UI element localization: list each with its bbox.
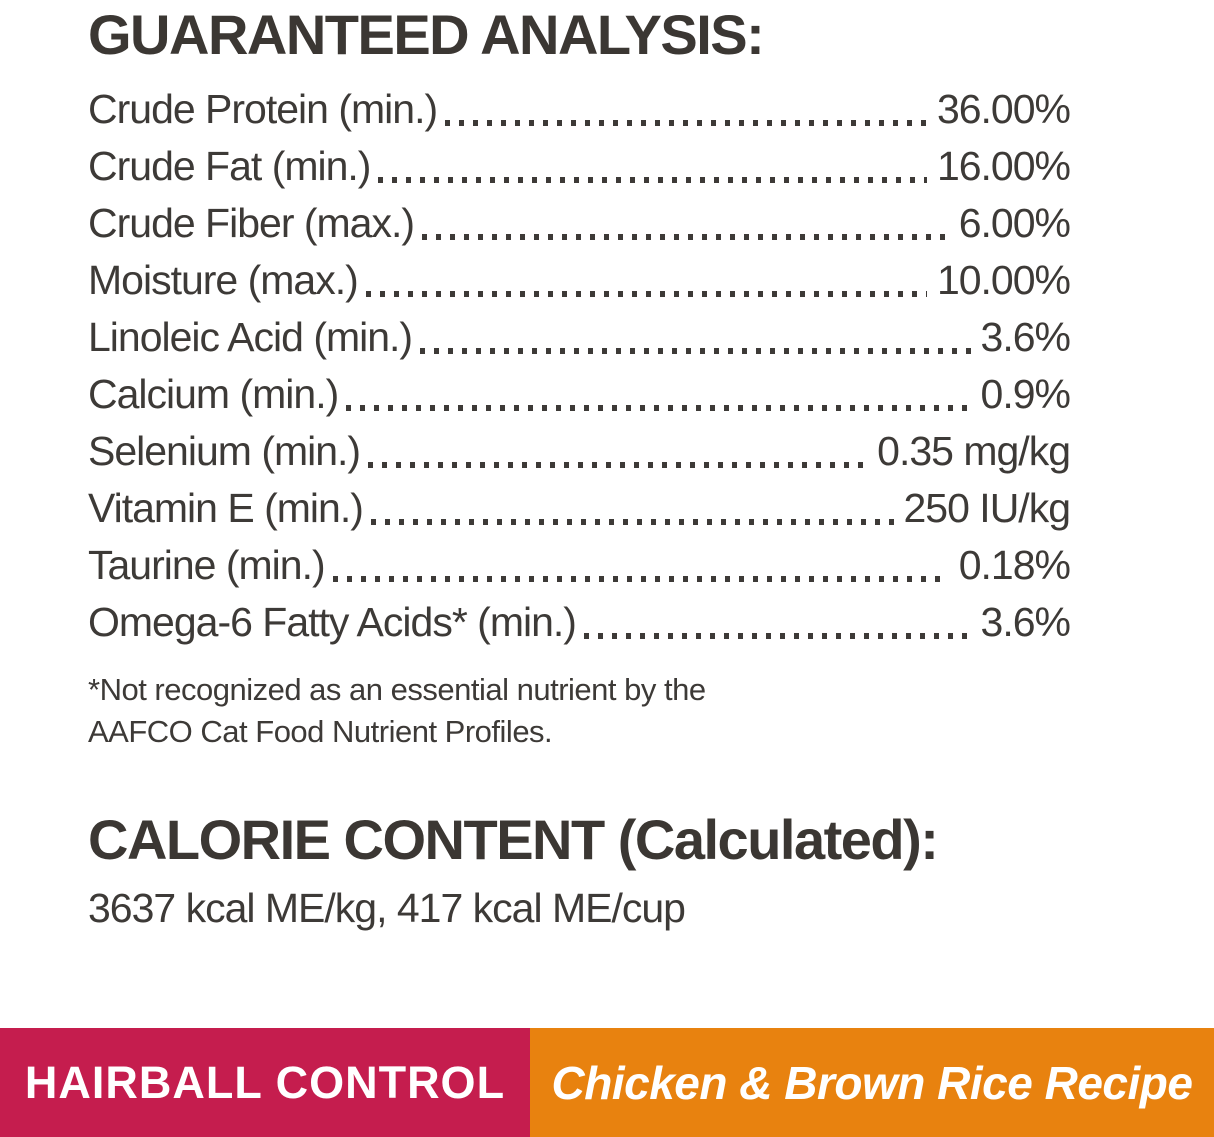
dot-leader xyxy=(346,405,970,411)
nutrient-value: 3.6% xyxy=(980,598,1070,645)
nutrient-label: Taurine (min.) xyxy=(88,541,325,588)
dot-leader xyxy=(371,519,894,525)
table-row xyxy=(88,81,1070,138)
nutrient-value: 0.35 mg/kg xyxy=(877,427,1070,474)
table-row xyxy=(88,309,1070,366)
footnote-line: AAFCO Cat Food Nutrient Profiles. xyxy=(88,713,553,749)
dot-leader xyxy=(584,633,971,639)
table-row xyxy=(88,195,1070,252)
dot-leader xyxy=(333,576,949,582)
nutrient-value: 6.00% xyxy=(958,199,1070,246)
nutrient-value: 10.00% xyxy=(936,256,1070,303)
calorie-content-section xyxy=(88,805,1070,933)
footnote-line: *Not recognized as an essential nutrient by the xyxy=(88,671,706,707)
recipe-label: Chicken & Brown Rice Recipe xyxy=(551,1056,1193,1109)
aafco-footnote xyxy=(88,669,1070,753)
nutrient-label: Linoleic Acid (min.) xyxy=(88,313,413,360)
table-row xyxy=(88,480,1070,537)
table-row xyxy=(88,537,1070,594)
dot-leader xyxy=(422,234,949,240)
nutrient-value: 3.6% xyxy=(980,313,1070,360)
dot-leader xyxy=(420,348,970,354)
dot-leader xyxy=(445,120,927,126)
dot-leader xyxy=(378,177,926,183)
nutrient-label: Vitamin E (min.) xyxy=(88,484,363,531)
nutrient-value: 0.9% xyxy=(980,370,1070,417)
nutrient-value: 250 IU/kg xyxy=(903,484,1070,531)
table-row xyxy=(88,366,1070,423)
table-row xyxy=(88,423,1070,480)
nutrient-label: Selenium (min.) xyxy=(88,427,361,474)
nutrient-label: Crude Fiber (max.) xyxy=(88,199,415,246)
nutrient-label: Moisture (max.) xyxy=(88,256,358,303)
table-row xyxy=(88,138,1070,195)
guaranteed-analysis-title: GUARANTEED ANALYSIS: xyxy=(88,3,764,66)
nutrient-value: 16.00% xyxy=(936,142,1070,189)
nutrient-value: 36.00% xyxy=(936,85,1070,132)
table-row xyxy=(88,594,1070,651)
hairball-control-label: HAIRBALL CONTROL xyxy=(24,1056,506,1108)
nutrient-label: Calcium (min.) xyxy=(88,370,339,417)
calorie-content-value: 3637 kcal ME/kg, 417 kcal ME/cup xyxy=(88,885,685,932)
nutrient-label: Omega-6 Fatty Acids* (min.) xyxy=(88,598,576,645)
table-row xyxy=(88,252,1070,309)
product-variant-banner xyxy=(0,1028,1214,1137)
hairball-control-banner xyxy=(0,1028,530,1137)
nutrient-value: 0.18% xyxy=(958,541,1070,588)
guaranteed-analysis-table xyxy=(88,81,1070,651)
calorie-content-title: CALORIE CONTENT (Calculated): xyxy=(88,807,938,871)
recipe-banner xyxy=(530,1028,1214,1137)
nutrient-label: Crude Fat (min.) xyxy=(88,142,371,189)
dot-leader xyxy=(366,291,927,297)
dot-leader xyxy=(368,462,867,468)
nutrient-label: Crude Protein (min.) xyxy=(88,85,438,132)
